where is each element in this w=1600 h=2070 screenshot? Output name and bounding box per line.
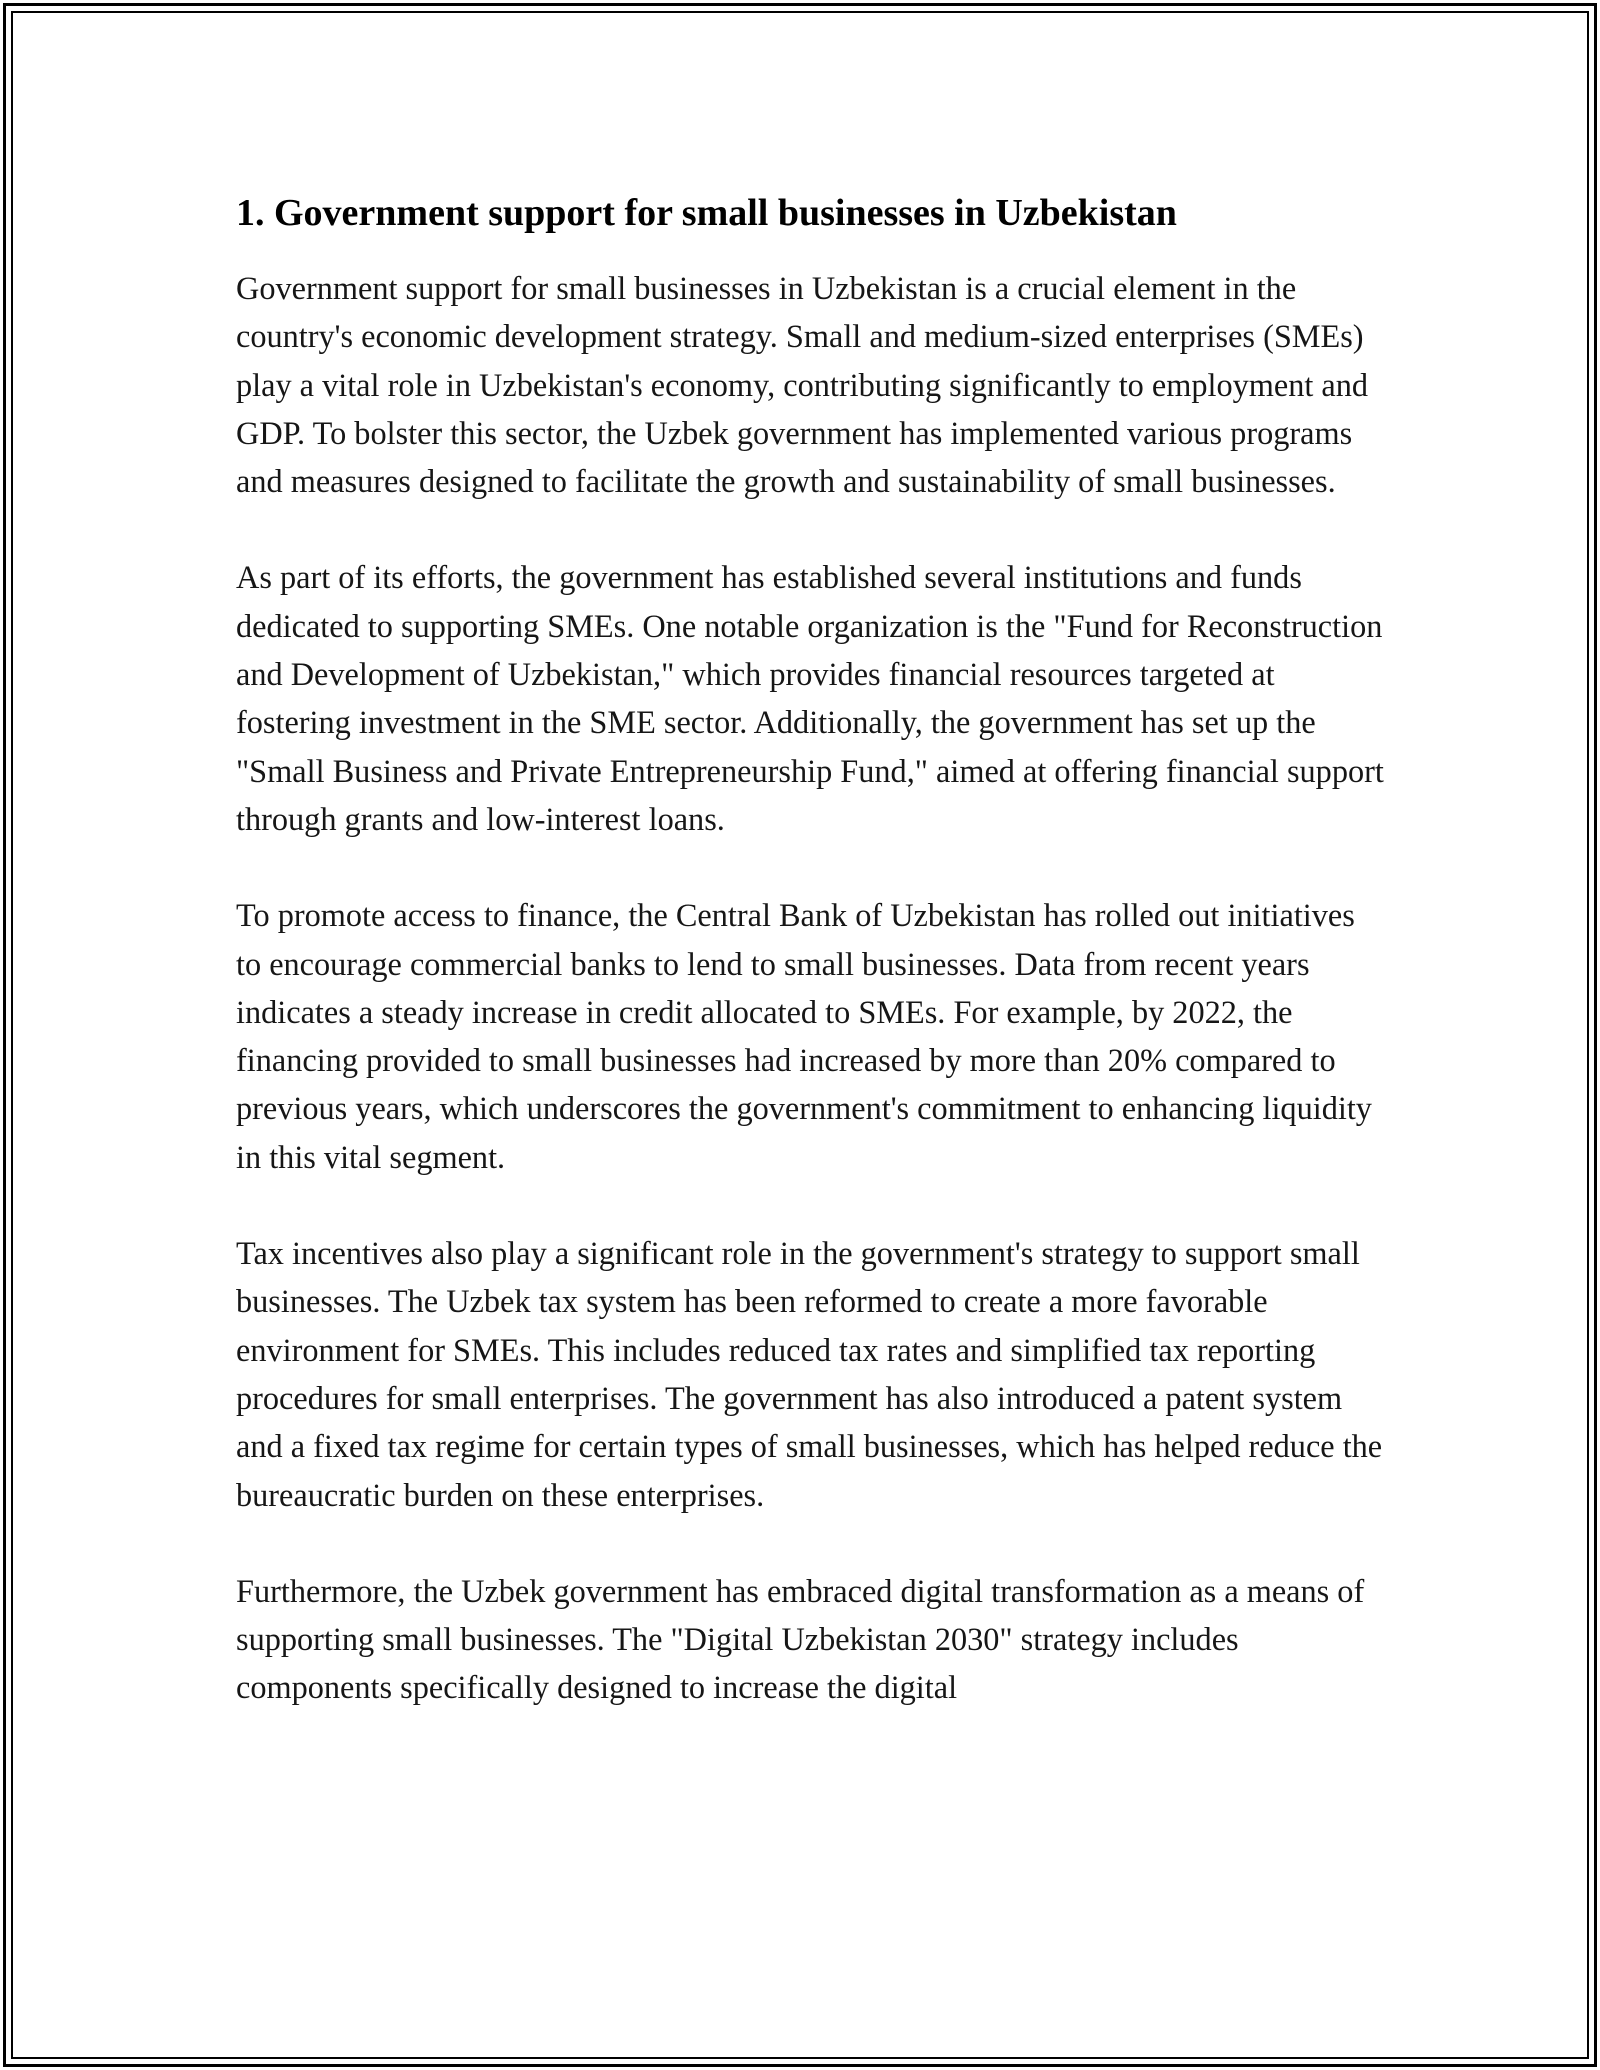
section-heading: 1. Government support for small businesses in Uzbekistan xyxy=(236,192,1177,234)
document-body xyxy=(236,188,1386,1760)
paragraph-intro: Government support for small businesses in Uzbekistan is a crucial element in the country's economic development strategy. Small and medium-sized enterprises (SMEs) play a vital role in Uzbekistan's economy, contributing significantly to employment and GDP. To bolster this sector, the Uzbek government has implemented various programs and measures designed to facilitate the growth and sustainability of small businesses. xyxy=(236,270,1369,500)
paragraph-institutions: As part of its efforts, the government has established several institutions and funds dedicated to supporting SMEs. One notable organization is the "Fund for Reconstruction and Development of Uzbekistan," which provides financial resources targeted at fostering investment in the SME sector. Additionally, the government has set up the "Small Business and Private Entrepreneurship Fund," aimed at offering financial support through grants and low-interest loans. xyxy=(236,559,1384,837)
paragraph-tax-incentives: Tax incentives also play a significant role in the government's strategy to support small businesses. The Uzbek tax system has been reformed to create a more favorable environment for SMEs. This includes reduced tax rates and simplified tax reporting procedures for small enterprises. The government has also introduced a patent system and a fixed tax regime for certain types of small businesses, which has helped reduce the bureaucratic burden on these enterprises. xyxy=(236,1235,1383,1513)
paragraph-finance-access: To promote access to finance, the Central Bank of Uzbekistan has rolled out initiatives to encourage commercial banks to lend to small businesses. Data from recent years indicates a steady increase in credit allocated to SMEs. For example, by 2022, the financing provided to small businesses had increased by more than 20% compared to previous years, which underscores the government's commitment to enhancing liquidity in this vital segment. xyxy=(236,897,1372,1175)
paragraph-digital-transformation: Furthermore, the Uzbek government has embraced digital transformation as a means of supporting small businesses. The "Digital Uzbekistan 2030" strategy includes components specifically designed to increase the digital xyxy=(236,1572,1365,1706)
